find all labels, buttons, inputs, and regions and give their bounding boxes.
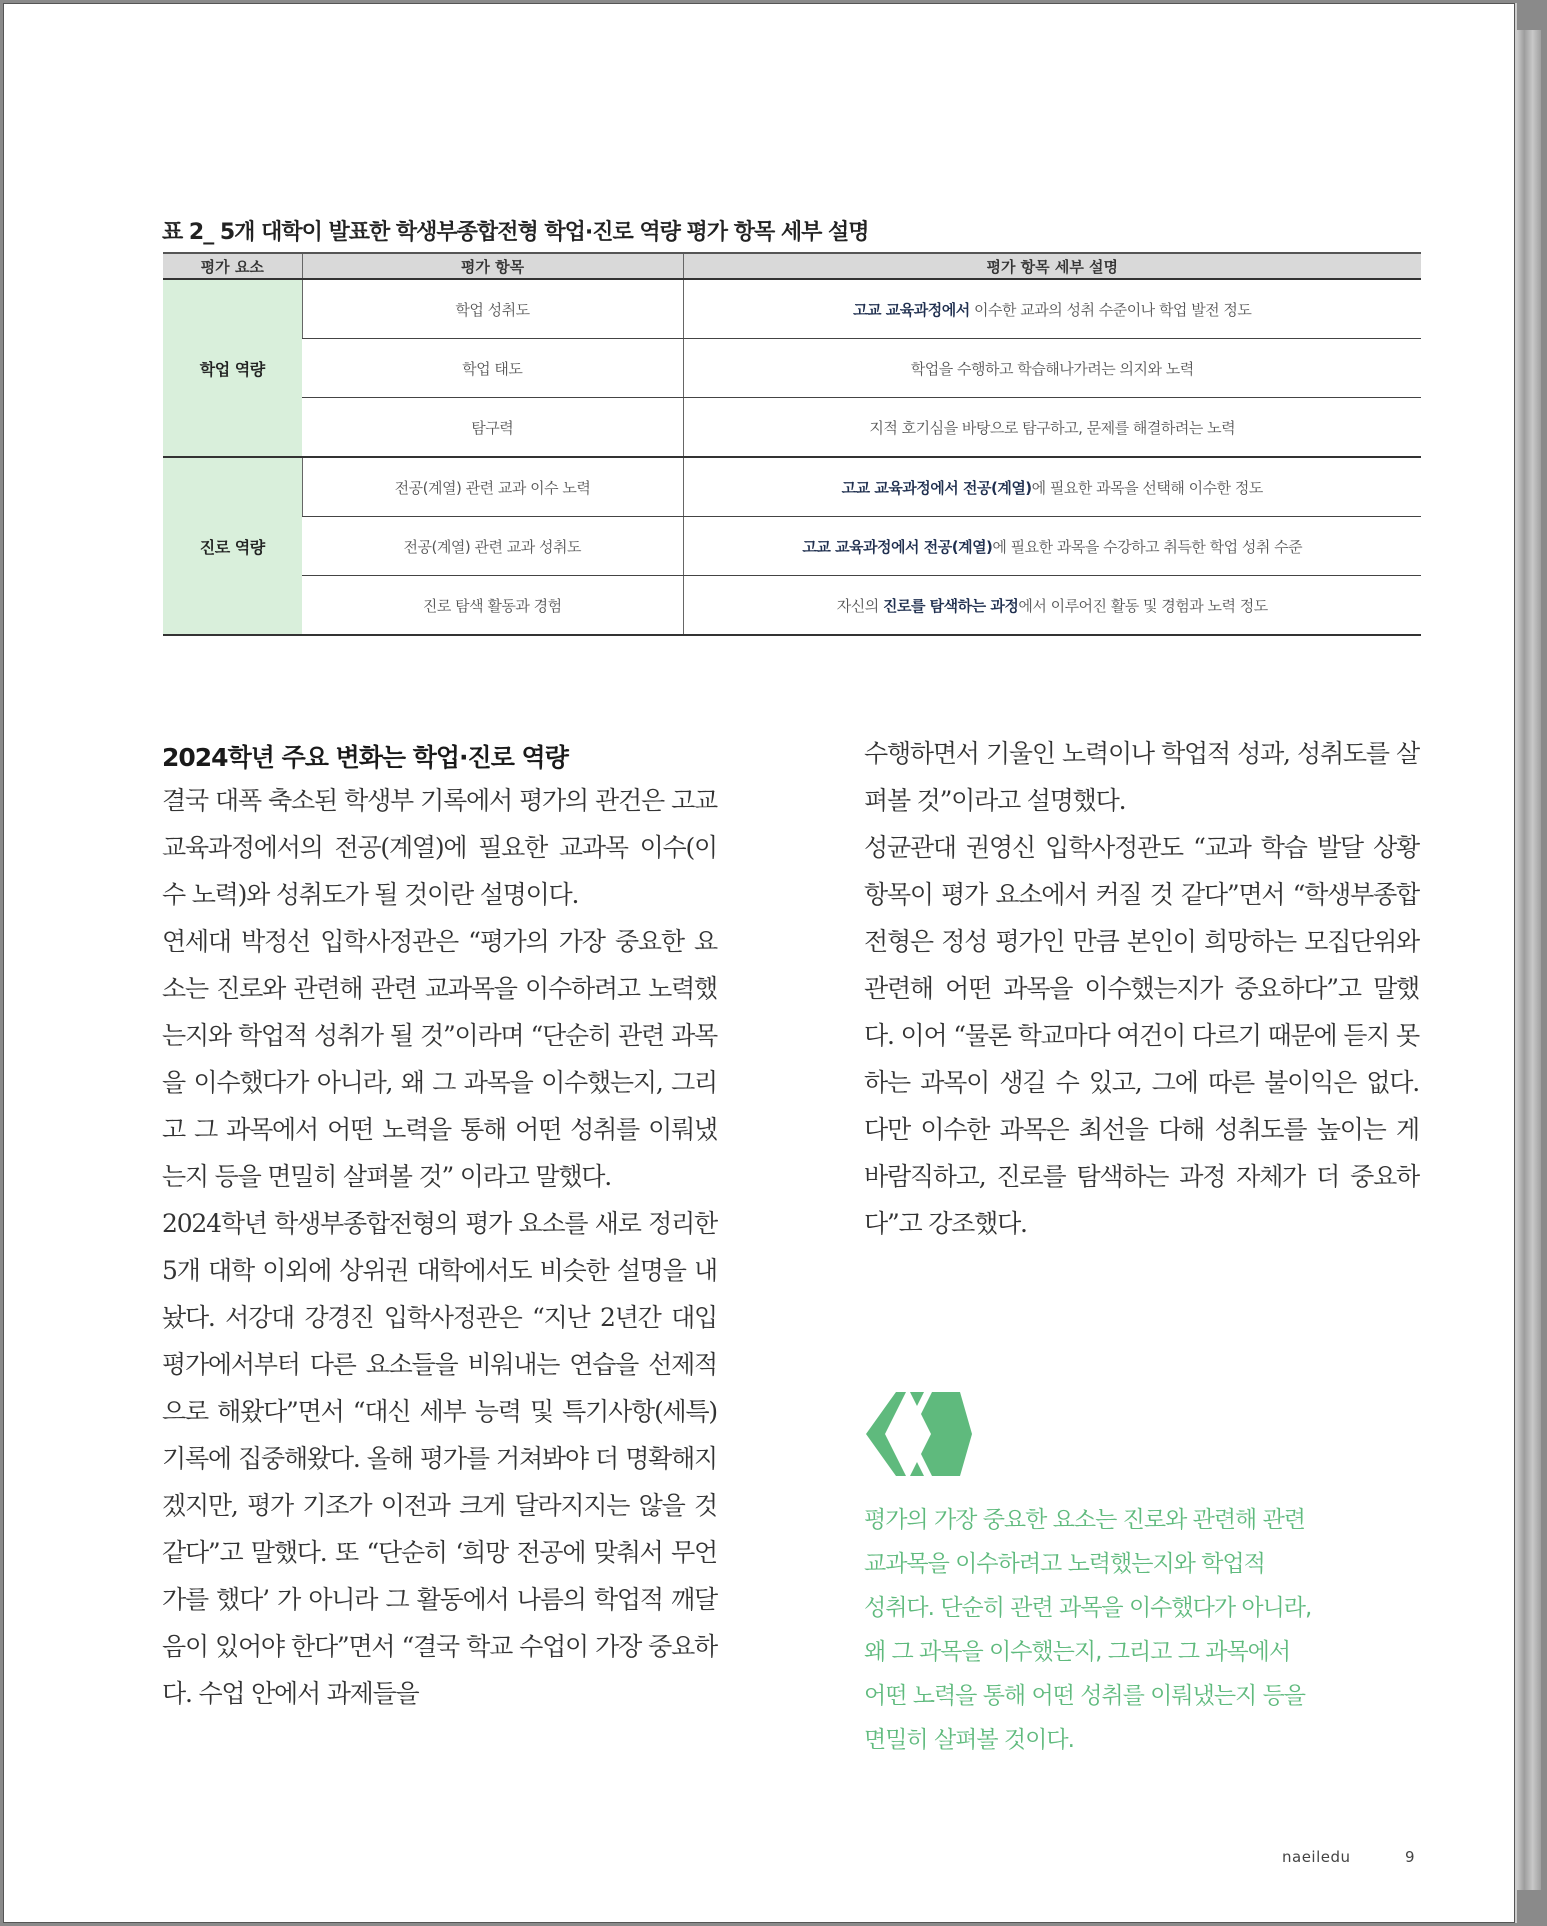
description-bold: 고교 교육과정에서: [853, 300, 970, 319]
description-cell: 학업을 수행하고 학습해나가려는 의지와 노력: [683, 339, 1421, 398]
description-bold: 진로를 탐색하는 과정: [882, 596, 1019, 615]
item-cell: 전공(계열) 관련 교과 성취도: [302, 517, 683, 576]
table-row: [163, 576, 1421, 636]
description-cell: 지적 호기심을 바탕으로 탐구하고, 문제를 해결하려는 노력: [683, 398, 1421, 458]
footer-brand: naeiledu: [1282, 1848, 1351, 1866]
article-column-left: [162, 777, 717, 1717]
item-cell: 탐구력: [302, 398, 683, 458]
header-element: 평가 요소: [163, 253, 302, 279]
pull-quote-line: 평가의 가장 중요한 요소는 진로와 관련해 관련: [864, 1507, 1306, 1533]
table-title: 표 2_ 5개 대학이 발표한 학생부종합전형 학업·진로 역량 평가 항목 세부 설명: [162, 220, 869, 245]
paragraph: 수행하면서 기울인 노력이나 학업적 성과, 성취도를 살펴볼 것”이라고 설명했다.: [864, 739, 1419, 815]
pull-quote-line: 어떤 노력을 통해 어떤 성취를 이뤄냈는지 등을: [864, 1683, 1306, 1709]
description-text: 이수한 교과의 성취 수준이나 학업 발전 정도: [969, 300, 1252, 319]
pull-quote: [864, 1498, 1404, 1762]
header-item: 평가 항목: [302, 253, 683, 279]
table-row: [163, 339, 1421, 398]
quote-icon: [866, 1392, 972, 1476]
description-bold: 고교 교육과정에서 전공(계열): [802, 537, 993, 556]
description-text: 에 필요한 과목을 선택해 이수한 정도: [1031, 478, 1263, 497]
description-cell: [683, 457, 1421, 517]
paragraph: 결국 대폭 축소된 학생부 기록에서 평가의 관건은 고교 교육과정에서의 전공(계열)에 필요한 교과목 이수(이수 노력)와 성취도가 될 것이란 설명이다.: [162, 786, 717, 909]
description-text: 자신의: [836, 596, 883, 615]
description-bold: 고교 교육과정에서 전공(계열): [841, 478, 1032, 497]
evaluation-table: [163, 252, 1421, 636]
pull-quote-line: 왜 그 과목을 이수했는지, 그리고 그 과목에서: [864, 1639, 1291, 1665]
table-row: [163, 457, 1421, 517]
description-cell: [683, 576, 1421, 636]
table-row: [163, 517, 1421, 576]
item-cell: 진로 탐색 활동과 경험: [302, 576, 683, 636]
description-text: 에 필요한 과목을 수강하고 취득한 학업 성취 수준: [992, 537, 1303, 556]
description-cell: [683, 279, 1421, 339]
pull-quote-line: 교과목을 이수하려고 노력했는지와 학업적: [864, 1551, 1265, 1577]
pull-quote-line: 성취다. 단순히 관련 과목을 이수했다가 아니라,: [864, 1595, 1312, 1621]
category-career: 진로 역량: [163, 457, 302, 635]
description-cell: [683, 517, 1421, 576]
category-academic: 학업 역량: [163, 279, 302, 457]
paragraph: 성균관대 권영신 입학사정관도 “교과 학습 발달 상황 항목이 평가 요소에서 커질 것 같다”면서 “학생부종합전형은 정성 평가인 만큼 본인이 희망하는 모집단위와 관련해 어떤 과목을 이수했는지가 중요하다”고 말했다. 이어 “물론 학교마다 여건이 다르기 때문에 듣지 못하는 과목이 생길 수 있고, 그에 따른 불이익은 없다. 다만 이수한 과목은 최선을 다해 성취도를 높이는 게 바람직하고, 진로를 탐색하는 과정 자체가 더 중요하다”고 강조했다.: [864, 833, 1419, 1238]
item-cell: 전공(계열) 관련 교과 이수 노력: [302, 457, 683, 517]
table-header-row: [163, 253, 1421, 279]
item-cell: 학업 태도: [302, 339, 683, 398]
section-title: 2024학년 주요 변화는 학업·진로 역량: [162, 743, 568, 772]
description-text: 에서 이루어진 활동 및 경험과 노력 정도: [1018, 596, 1268, 615]
paragraph: 2024학년 학생부종합전형의 평가 요소를 새로 정리한 5개 대학 이외에 상위권 대학에서도 비슷한 설명을 내놨다. 서강대 강경진 입학사정관은 “지난 2년간 대입 평가에서부터 다른 요소들을 비워내는 연습을 선제적으로 해왔다”면서 “대신 세부 능력 및 특기사항(세특) 기록에 집중해왔다. 올해 평가를 거쳐봐야 더 명확해지겠지만, 평가 기조가 이전과 크게 달라지지는 않을 것 같다”고 말했다. 또 “단순히 ‘희망 전공에 맞춰서 무언가를 했다’ 가 아니라 그 활동에서 나름의 학업적 깨달음이 있어야 한다”면서 “결국 학교 수업이 가장 중요하다. 수업 안에서 과제들을: [162, 1209, 717, 1708]
table-row: [163, 279, 1421, 339]
table-row: [163, 398, 1421, 458]
page-edge: [1513, 30, 1541, 1890]
page-number: 9: [1405, 1848, 1415, 1866]
header-description: 평가 항목 세부 설명: [683, 253, 1421, 279]
article-column-right: [864, 730, 1419, 1247]
paragraph: 연세대 박정선 입학사정관은 “평가의 가장 중요한 요소는 진로와 관련해 관련 교과목을 이수하려고 노력했는지와 학업적 성취가 될 것”이라며 “단순히 관련 과목을 이수했다가 아니라, 왜 그 과목을 이수했는지, 그리고 그 과목에서 어떤 노력을 통해 어떤 성취를 이뤄냈는지 등을 면밀히 살펴볼 것” 이라고 말했다.: [162, 927, 717, 1191]
pull-quote-line: 면밀히 살펴볼 것이다.: [864, 1727, 1074, 1753]
item-cell: 학업 성취도: [302, 279, 683, 339]
